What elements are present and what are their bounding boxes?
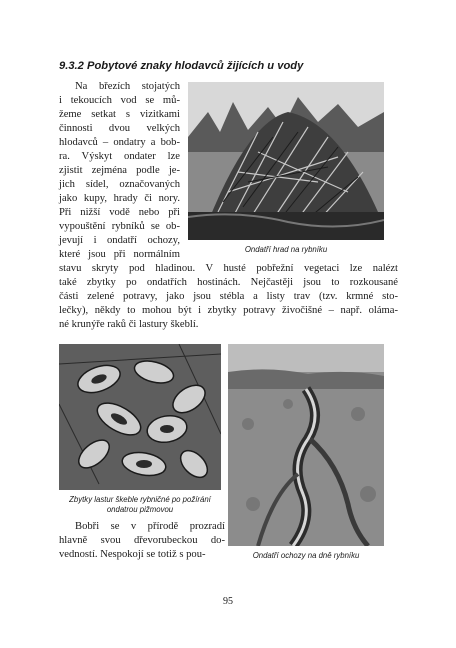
body-line: né krunýře raků či lastury škeblí. (59, 319, 199, 330)
caption-muskrat-lodge: Ondatří hrad na rybníku (244, 245, 328, 254)
caption-line: Zbytky lastur škeble rybničné po požírání (69, 495, 211, 504)
section-heading: 9.3.2 Pobytové znaky hlodavců žijících u vody (59, 60, 304, 72)
body-line: hlavně svou dřevorubeckou do- (59, 535, 225, 546)
body-line: Při nižší vodě nebo při (59, 207, 180, 218)
body-line: také zbytky po ondatřích hostinách. Nejčastěji jsou to rozkousané (59, 277, 398, 288)
body-line: stavu skryty pod hladinou. V husté pobřežní vegetaci lze nalézt (59, 263, 398, 274)
body-line: Bobři se v přírodě prozradí (75, 521, 225, 532)
body-line: žeme setkat s vizitkami (59, 109, 180, 120)
body-line: lečky), někdy to mohou být i zbytky potravy živočišné – např. olámа- (59, 305, 398, 316)
body-line: které jsou při normálním (59, 249, 180, 260)
body-line: zjistit zejména podle je- (59, 165, 180, 176)
photo-muskrat-lodge (188, 82, 384, 240)
page-number: 95 (223, 596, 233, 607)
body-line: jevují i ondatří ochozy, (59, 235, 180, 246)
body-line: jich sídel, označovaných (59, 179, 180, 190)
photo-muskrat-trails (228, 344, 384, 546)
body-line: Na březích stojatých (75, 81, 180, 92)
body-line: hlodavců – ondatry a bob- (59, 137, 180, 148)
body-line: vypouštění rybníků se ob- (59, 221, 180, 232)
photo-mussel-shells (59, 344, 221, 490)
caption-mussel-shells (50, 495, 230, 515)
body-line: činnosti dvou velkých (59, 123, 180, 134)
body-line: vedností. Nespokojí se totiž s pou- (59, 549, 206, 560)
caption-line: ondatrou pižmovou (106, 505, 174, 514)
body-line: i tekoucích vod se mů- (59, 95, 180, 106)
body-line: jako kupy, hrady či nory. (59, 193, 180, 204)
caption-muskrat-trails: Ondatří ochozy na dně rybníku (252, 551, 360, 560)
body-line: ra. Výskyt ondater lze (59, 151, 180, 162)
body-line: části zelené potravy, jako jsou stébla a listy trav (tzv. krmné sto- (59, 291, 398, 302)
